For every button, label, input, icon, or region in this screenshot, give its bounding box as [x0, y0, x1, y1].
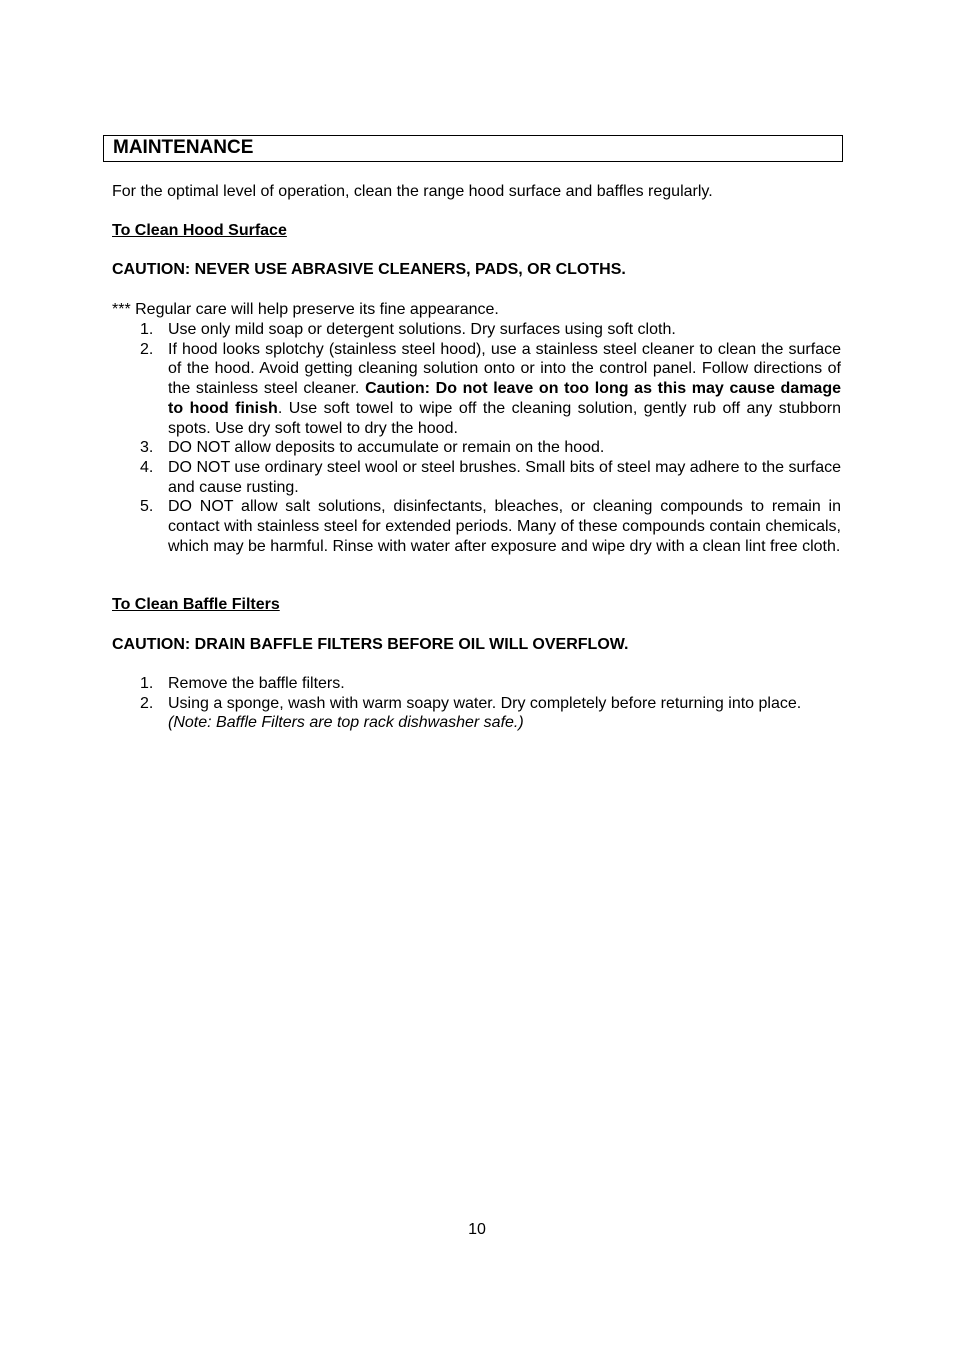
- finish-caution-text: Caution: Do not leave on too long as this may cause damage to hood finish: [168, 380, 842, 417]
- list-number: 4.: [140, 458, 154, 476]
- intro-text: For the optimal level of operation, clean the range hood surface and baffles regularly.: [112, 183, 713, 200]
- list-item: [112, 458, 841, 497]
- regular-care-note: *** Regular care will help preserve its fine appearance.: [112, 301, 499, 318]
- list-item: [112, 674, 841, 694]
- list-number: 3.: [140, 439, 154, 457]
- section-header-box: [103, 135, 843, 162]
- baffle-filters-steps: [112, 674, 841, 733]
- list-text: Remove the baffle filters.: [168, 675, 345, 692]
- list-number: 5.: [140, 498, 154, 516]
- list-number: 1.: [140, 321, 154, 338]
- list-item: [112, 497, 841, 556]
- hood-surface-steps: [112, 320, 841, 556]
- list-item: [112, 320, 841, 340]
- list-number: 2.: [140, 340, 154, 358]
- list-text: Use only mild soap or detergent solutions. Dry surfaces using soft cloth.: [168, 321, 676, 338]
- list-item: [112, 340, 841, 439]
- dishwasher-note: (Note: Baffle Filters are top rack dishwasher safe.): [168, 714, 524, 732]
- list-text: DO NOT allow deposits to accumulate or remain on the hood.: [168, 439, 605, 457]
- list-number: 2.: [140, 694, 154, 712]
- hood-surface-caution: CAUTION: NEVER USE ABRASIVE CLEANERS, PADS, OR CLOTHS.: [112, 261, 626, 278]
- list-item: [112, 438, 841, 458]
- list-text: If hood looks splotchy (stainless steel hood), use a stainless steel cleaner to clean the surface of the hood. Avoid getting cleaning solution onto or into the control panel. Follow directions of the stainless steel cleaner.: [168, 340, 841, 398]
- baffle-filters-heading: To Clean Baffle Filters: [112, 596, 280, 613]
- list-text: DO NOT allow salt solutions, disinfectants, bleaches, or cleaning compounds to remain in contact with stainless steel for extended periods. Many of these compounds contain chemicals, which may be harmful. Rinse with water after exposure and wipe dry with a clean lint free cloth.: [168, 498, 841, 555]
- list-text: DO NOT use ordinary steel wool or steel brushes. Small bits of steel may adhere to the surface and cause rusting.: [168, 458, 841, 496]
- list-text-continued: . Use soft towel to wipe off the cleaning solution, gently rub off any stubborn spots. Use dry soft towel to dry the hood.: [168, 399, 842, 437]
- baffle-filters-caution: CAUTION: DRAIN BAFFLE FILTERS BEFORE OIL WILL OVERFLOW.: [112, 636, 629, 653]
- list-text: Using a sponge, wash with warm soapy water. Dry completely before returning into place.: [168, 694, 802, 712]
- list-item: [112, 694, 841, 733]
- section-title: MAINTENANCE: [113, 137, 254, 158]
- hood-surface-heading: To Clean Hood Surface: [112, 222, 287, 239]
- page-number: 10: [468, 1221, 486, 1238]
- list-number: 1.: [140, 675, 154, 692]
